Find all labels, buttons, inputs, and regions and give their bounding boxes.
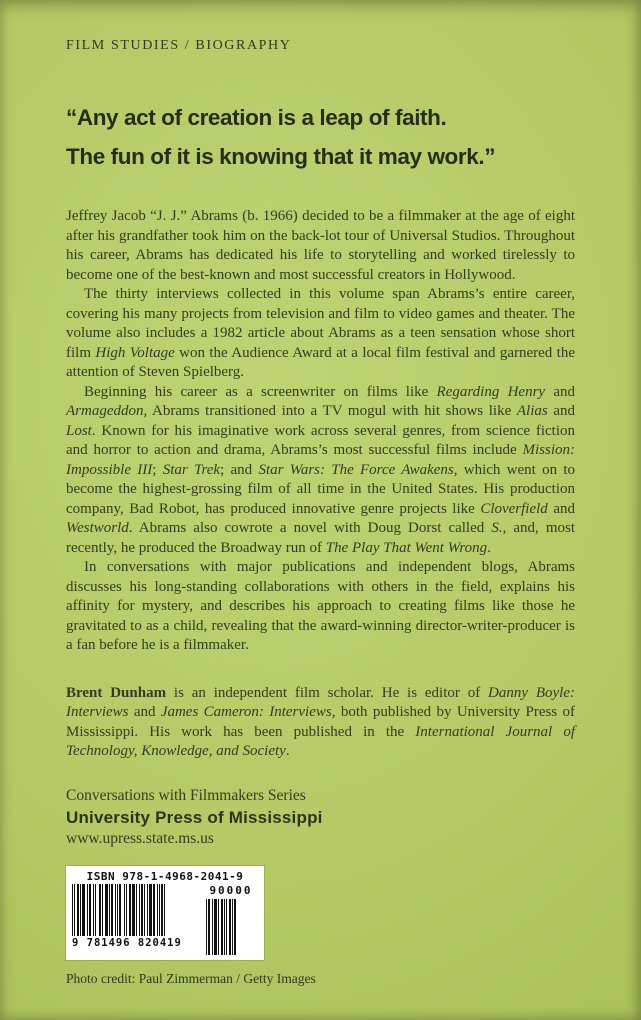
description-text bbox=[66, 207, 575, 656]
pull-quote bbox=[66, 98, 575, 176]
series-name: Conversations with Filmmakers Series bbox=[66, 786, 306, 804]
price-addon-barcode bbox=[206, 884, 256, 955]
photo-credit: Photo credit: Paul Zimmerman / Getty Images bbox=[66, 970, 316, 986]
editor-bio: Brent Dunham is an independent film scholar. He is editor of Danny Boyle: Interviews and James Cameron: Interviews, both published by University Press of Mississippi. His work has been published in the International Journal of Technology, Knowledge, and Society. bbox=[66, 684, 575, 759]
ean-barcode-bars bbox=[72, 884, 198, 936]
pull-quote-line-1: “Any act of creation is a leap of faith. bbox=[66, 105, 447, 130]
description-paragraph-3: Beginning his career as a screenwriter on films like Regarding Henry and Armageddon, Abrams transitioned into a TV mogul with hit shows like Alias and Lost. Known for his imaginative work across several genres, from science fiction and horror to action and drama, Abrams’s most successful films include Mission: Impossible III; Star Trek; and Star Wars: The Force Awakens, which went on to become the highest-grossing film of all time in the United States. His production company, Bad Robot, has produced innovative genre projects like Cloverfield and Westworld. Abrams also cowrote a novel with Doug Dorst called S., and, most recently, he produced the Broadway run of The Play That Went Wrong. bbox=[66, 383, 576, 556]
description-paragraph-2: The thirty interviews collected in this volume span Abrams’s entire career, covering his many projects from television and film to video games and theater. The volume also includes a 1982 article about Abrams as a teen sensation whose short film High Voltage won the Audience Award at a local film festival and garnered the attention of Steven Spielberg. bbox=[66, 286, 575, 380]
pull-quote-line-2: The fun of it is knowing that it may work.” bbox=[66, 144, 496, 169]
publisher-name: University Press of Mississippi bbox=[66, 807, 323, 827]
imprint-block bbox=[66, 786, 575, 849]
publisher-website: www.upress.state.ms.us bbox=[66, 829, 214, 847]
description-paragraph-1: Jeffrey Jacob “J. J.” Abrams (b. 1966) decided to be a filmmaker at the age of eight after his grandfather took him on the back-lot tour of Universal Studios. Throughout his career, Abrams has dedicated his life to storytelling and worked tirelessly to become one of the best-known and most successful creators in Hollywood. bbox=[66, 208, 575, 283]
barcode-bars-row bbox=[72, 884, 258, 955]
barcode-block bbox=[66, 866, 264, 960]
price-addon-code: 90000 bbox=[209, 883, 253, 897]
isbn-label: ISBN 978-1-4968-2041-9 bbox=[86, 869, 244, 883]
price-addon-bars bbox=[206, 899, 256, 955]
ean-digits: 9 781496 820419 bbox=[72, 936, 182, 949]
ean-barcode bbox=[72, 884, 198, 949]
description-paragraph-4: In conversations with major publications and independent blogs, Abrams discusses his long-standing collaborations with others in the field, explains his affinity for mystery, and describes his approach to creating films like those he gravitated to as a child, revealing that the award-winning director-writer-producer is a fan before he is a filmmaker. bbox=[66, 559, 575, 653]
category-label: FILM STUDIES / BIOGRAPHY bbox=[66, 38, 292, 53]
